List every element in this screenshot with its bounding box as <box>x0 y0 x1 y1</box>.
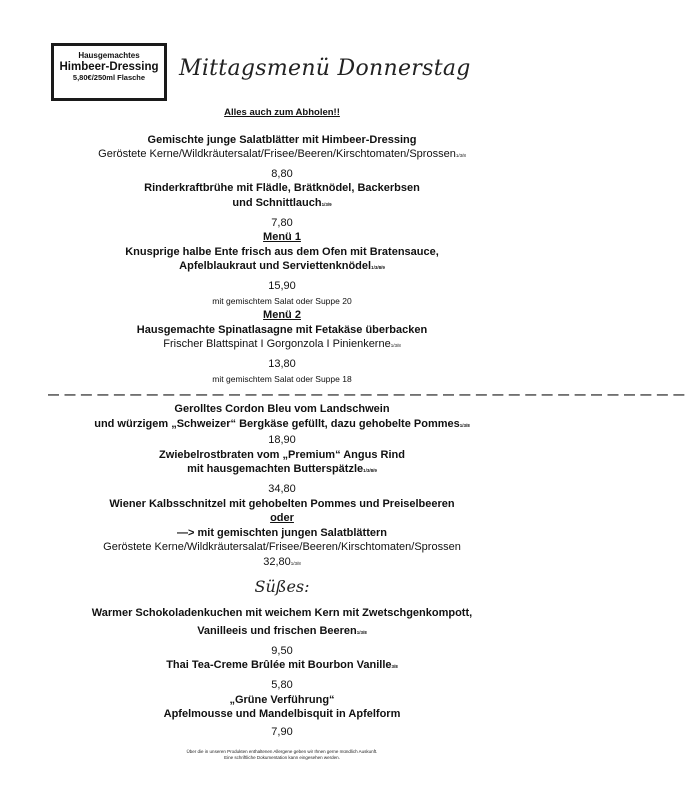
allergen-codes: 1/3/8 <box>459 422 470 428</box>
soup-line2: und Schnittlauch1/3/9 <box>232 196 332 209</box>
soup-line1: Rinderkraftbrühe mit Flädle, Brätknödel, Backerbsen <box>144 182 420 195</box>
cordon-line1: Gerolltes Cordon Bleu vom Landschwein <box>174 403 390 416</box>
dessert1-line2: Vanilleeis und frischen Beeren1/3/8 <box>197 625 367 638</box>
dessert1-line1: Warmer Schokoladenkuchen mit weichem Kern mit Zwetschgenkompott, <box>91 606 473 619</box>
menu-list <box>0 106 686 761</box>
schnitzel-line1: Wiener Kalbsschnitzel mit gehobelten Pommes und Preiselbeeren <box>109 497 455 510</box>
desserts-heading: Süßes: <box>254 576 310 596</box>
dessert3-line2: Apfelmousse und Mandelbisquit in Apfelform <box>163 708 401 721</box>
menu1-line2: Apfelblaukraut und Serviettenknödel1/3/8/9 <box>179 260 385 273</box>
menu2-line1: Hausgemachte Spinatlasagne mit Fetakäse überbacken <box>136 323 428 336</box>
stamp-line3: 5,80€/250ml Flasche <box>72 73 146 82</box>
allergen-codes: 1/3/8 <box>455 153 466 159</box>
stamp-line2: Himbeer-Dressing <box>59 61 159 73</box>
dessert3-line1: „Grüne Verführung“ <box>229 693 335 706</box>
dessert1-price: 9,50 <box>271 644 293 657</box>
menu2-label: Menü 2 <box>263 309 301 322</box>
rostbraten-price: 34,80 <box>268 483 296 496</box>
house-dressing-stamp <box>51 43 167 101</box>
page-title: Mittagsmenü Donnerstag <box>179 56 471 81</box>
schnitzel-salad-option: —> mit gemischten jungen Salatblättern <box>177 526 387 539</box>
cordon-price: 18,90 <box>268 434 296 447</box>
menu1-line1: Knusprige halbe Ente frisch aus dem Ofen mit Bratensauce, <box>125 245 439 258</box>
menu2-line2: Frischer Blattspinat I Gorgonzola I Pinienkerne1/3/8 <box>163 338 401 351</box>
rostbraten-line2: mit hausgemachten Butterspätzle1/3/8/9 <box>187 463 377 476</box>
dessert3-price: 7,90 <box>271 725 293 738</box>
allergen-footer-line1: Über die in unseren Produkten enthaltenen Allergene geben wir Ihnen gerne mündlich Auskunft. <box>186 749 378 755</box>
allergen-codes: 1/3/8/9 <box>371 265 385 271</box>
allergen-codes: 3/8 <box>391 664 398 670</box>
rostbraten-line1: Zwiebelrostbraten vom „Premium“ Angus Rind <box>159 448 405 461</box>
schnitzel-price: 32,801/3/8 <box>263 556 301 569</box>
salad-description: Geröstete Kerne/Wildkräutersalat/Frisee/Beeren/Kirschtomaten/Sprossen1/3/8 <box>98 148 466 161</box>
cordon-line2: und würzigem „Schweizer“ Bergkäse gefüllt, dazu gehobelte Pommes1/3/8 <box>94 417 470 430</box>
section-divider: — — — — — — — — — — — — — — — — — — — — — — — — — — — — — — — — — — — — — — — <box>48 389 686 402</box>
allergen-codes: 1/3/8 <box>390 343 401 349</box>
soup-price: 7,80 <box>271 216 293 229</box>
allergen-codes: 1/3/8 <box>290 561 301 567</box>
dessert2-line1: Thai Tea-Creme Brûlée mit Bourbon Vanille3/8 <box>166 659 398 672</box>
salad-name: Gemischte junge Salatblätter mit Himbeer-Dressing <box>147 133 417 146</box>
menu2-note: mit gemischtem Salat oder Suppe 18 <box>212 373 352 384</box>
allergen-footer-line2: Eine schriftliche Dokumentation kann eingesehen werden. <box>224 755 340 761</box>
schnitzel-salad-description: Geröstete Kerne/Wildkräutersalat/Frisee/Beeren/Kirschtomaten/Sprossen <box>103 541 461 554</box>
menu1-price: 15,90 <box>268 279 296 292</box>
pickup-note: Alles auch zum Abholen!! <box>224 107 340 118</box>
schnitzel-or: oder <box>270 512 294 525</box>
allergen-codes: 1/3/8/9 <box>363 468 377 474</box>
salad-price: 8,80 <box>271 167 293 180</box>
stamp-line1: Hausgemachtes <box>78 51 140 60</box>
menu1-label: Menü 1 <box>263 231 301 244</box>
allergen-codes: 1/3/9 <box>321 201 332 207</box>
allergen-codes: 1/3/8 <box>356 630 367 636</box>
dessert2-price: 5,80 <box>271 679 293 691</box>
menu2-price: 13,80 <box>268 357 296 370</box>
menu1-note: mit gemischtem Salat oder Suppe 20 <box>212 295 352 306</box>
